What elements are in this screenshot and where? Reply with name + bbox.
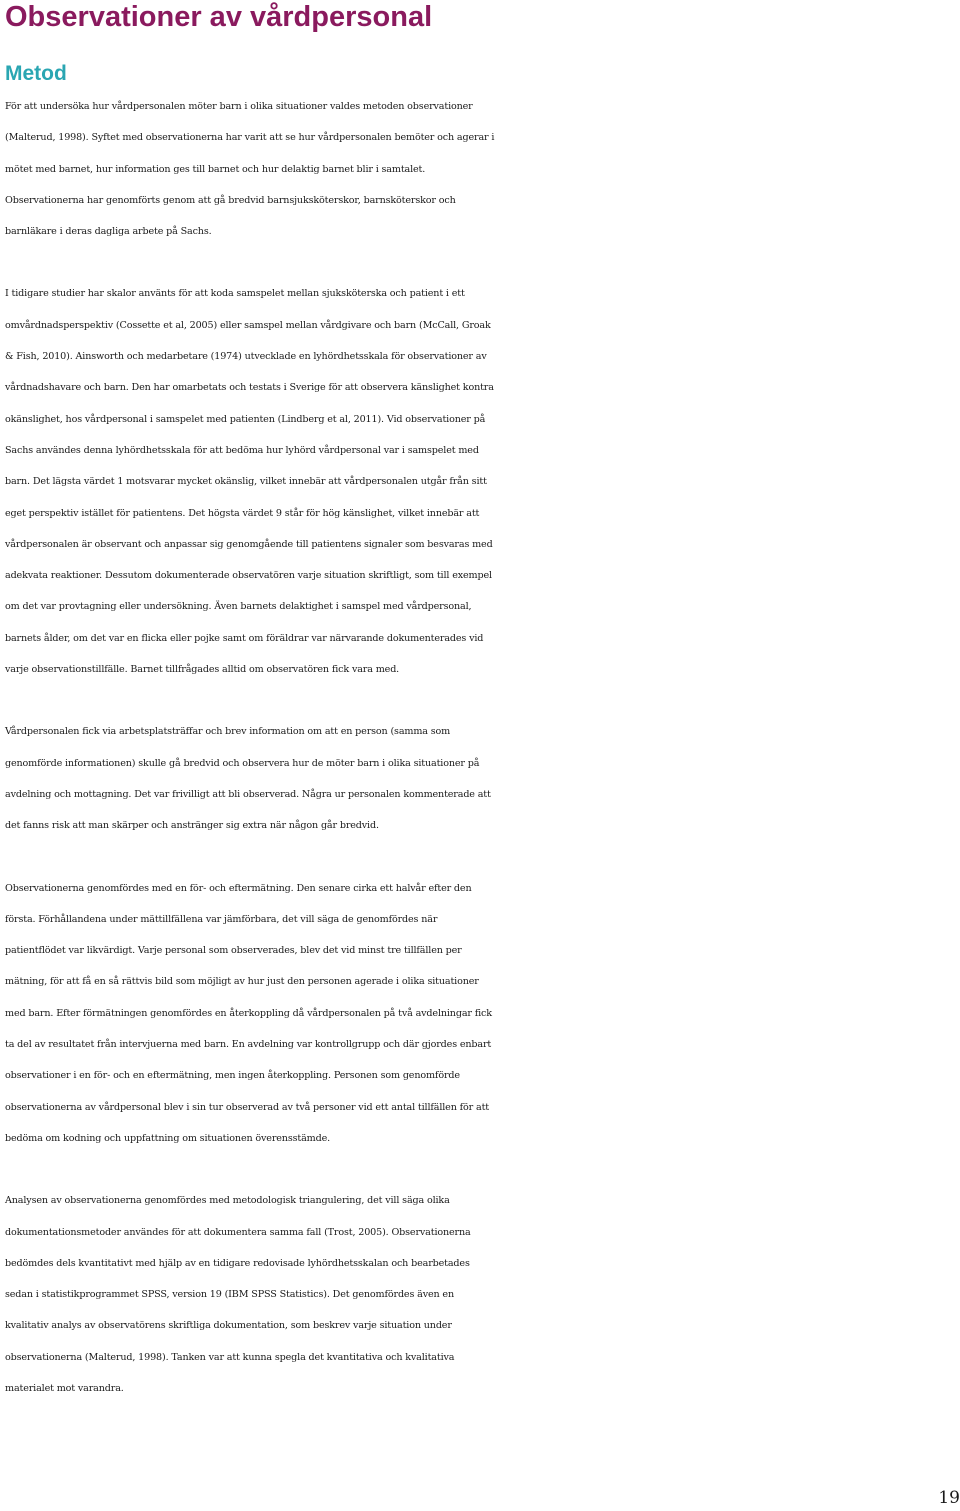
text-line: avdelning och mottagning. Det var frivilligt att bli observerad. Några ur personalen kommenterade att (5, 788, 491, 800)
text-line: observationerna av vårdpersonal blev i sin tur observerad av två personer vid ett antal tillfällen för att (5, 1101, 489, 1113)
document-page (5, 0, 960, 1404)
text-line: bedöma om kodning och uppfattning om situationen överensstämde. (5, 1132, 331, 1144)
text-line: materialet mot varandra. (5, 1382, 124, 1394)
text-line: vårdpersonalen är observant och anpassar sig genomgående till patientens signaler som besvaras med (5, 538, 493, 550)
section-heading: Metod (5, 62, 67, 85)
text-line: I tidigare studier har skalor använts för att koda samspelet mellan sjuksköterska och patient i ett (5, 288, 465, 300)
text-line: med barn. Efter förmätningen genomfördes en återkoppling då vårdpersonalen på två avdelningar fick (5, 1007, 492, 1019)
text-line: Vårdpersonalen fick via arbetsplatsträffar och brev information om att en person (samma som (5, 726, 451, 738)
text-line: Sachs användes denna lyhördhetsskala för att bedöma hur lyhörd vårdpersonal var i samspelet med (5, 444, 479, 456)
text-line: För att undersöka hur vårdpersonalen möter barn i olika situationer valdes metoden observationer (5, 101, 473, 112)
text-line: barnläkare i deras dagliga arbete på Sachs. (5, 226, 212, 238)
text-line: Observationerna genomfördes med en för- och eftermätning. Den senare cirka ett halvår efter den (5, 882, 472, 894)
paragraph-1 (5, 91, 960, 247)
text-line: ta del av resultatet från intervjuerna med barn. En avdelning var kontrollgrupp och där gjordes enbart (5, 1039, 492, 1051)
text-line: barnets ålder, om det var en flicka eller pojke samt om föräldrar var närvarande dokumenterades vid (5, 632, 484, 644)
page-title: Observationer av vårdpersonal (5, 1, 433, 33)
text-line: genomförde informationen) skulle gå bredvid och observera hur de möter barn i olika situationer på (5, 757, 480, 769)
text-line: första. Förhållandena under mättillfällena var jämförbara, det vill säga de genomfördes när (5, 913, 438, 925)
text-line: observationer i en för- och en eftermätning, men ingen återkoppling. Personen som genomförde (5, 1070, 460, 1082)
text-line: dokumentationsmetoder användes för att dokumentera samma fall (Trost, 2005). Observationerna (5, 1226, 471, 1238)
text-line: okänslighet, hos vårdpersonal i samspelet med patienten (Lindberg et al, 2011). Vid observationer på (5, 413, 486, 425)
text-line: adekvata reaktioner. Dessutom dokumenterade observatören varje situation skriftligt, som till exempel (5, 570, 492, 582)
text-line: Analysen av observationerna genomfördes med metodologisk triangulering, det vill säga olika (5, 1195, 450, 1207)
text-line: barn. Det lägsta värdet 1 motsvarar mycket okänslig, vilket innebär att vårdpersonalen utgår från sitt (5, 476, 487, 488)
paragraph-2 (5, 278, 960, 685)
paragraph-5 (5, 1185, 960, 1404)
paragraph-3 (5, 716, 960, 841)
text-line: eget perspektiv istället för patientens. Det högsta värdet 9 står för hög känslighet, vilket innebär att (5, 507, 480, 519)
paragraph-4 (5, 873, 960, 1155)
text-line: patientflödet var likvärdigt. Varje personal som observerades, blev det vid minst tre tillfällen per (5, 945, 462, 957)
text-line: Observationerna har genomförts genom att gå bredvid barnsjuksköterskor, barnsköterskor och (5, 194, 456, 206)
text-line: mätning, för att få en så rättvis bild som möjligt av hur just den personen agerade i olika situationer (5, 976, 479, 988)
text-line: sedan i statistikprogrammet SPSS, version 19 (IBM SPSS Statistics). Det genomfördes även en (5, 1289, 454, 1301)
text-line: (Malterud, 1998). Syftet med observationerna har varit att se hur vårdpersonalen bemöter och agerar i (5, 132, 495, 144)
text-line: kvalitativ analys av observatörens skriftliga dokumentation, som beskrev varje situation under (5, 1320, 452, 1332)
text-line: mötet med barnet, hur information ges till barnet och hur delaktig barnet blir i samtalet. (5, 163, 426, 175)
text-line: vårdnadshavare och barn. Den har omarbetats och testats i Sverige för att observera känslighet kontra (5, 382, 494, 394)
text-line: bedömdes dels kvantitativt med hjälp av en tidigare redovisade lyhördhetsskalan och bearbetades (5, 1257, 470, 1269)
text-line: varje observationstillfälle. Barnet tillfrågades alltid om observatören fick vara med. (5, 664, 400, 676)
text-line: omvårdnadsperspektiv (Cossette et al, 2005) eller samspel mellan vårdgivare och barn (McCall, Groak (5, 319, 491, 331)
text-line: om det var provtagning eller undersökning. Även barnets delaktighet i samspel med vårdpersonal, (5, 601, 472, 613)
text-line: observationerna (Malterud, 1998). Tanken var att kunna spegla det kvantitativa och kvalitativa (5, 1351, 455, 1363)
page-number: 19 (938, 1488, 960, 1508)
text-line: det fanns risk att man skärper och anstränger sig extra när någon går bredvid. (5, 820, 379, 832)
text-line: & Fish, 2010). Ainsworth och medarbetare (1974) utvecklade en lyhördhetsskala för observationer av (5, 351, 487, 363)
